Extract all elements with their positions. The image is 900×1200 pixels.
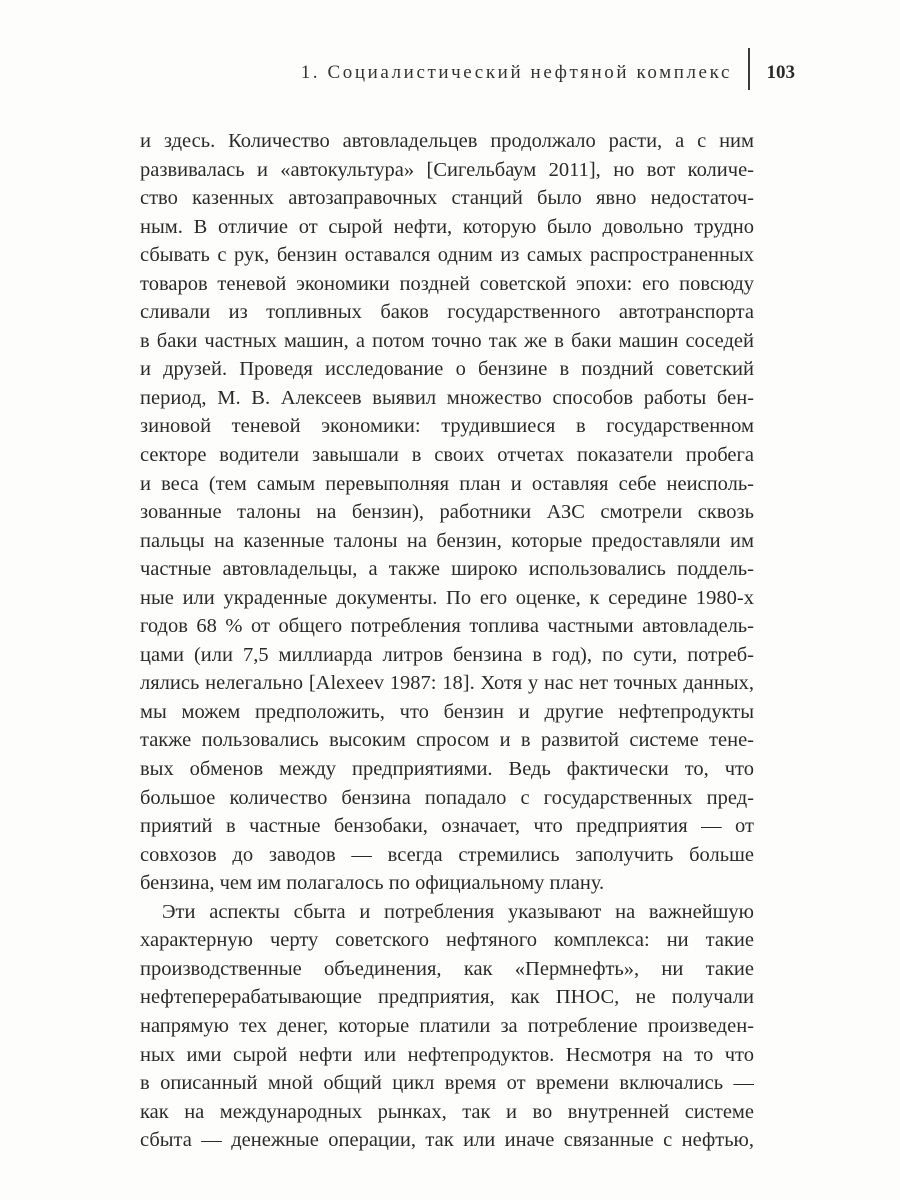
body-text [140, 127, 754, 1155]
text-line: совхозов до заводов — всегда стремились заполучить больше [140, 843, 754, 866]
text-line: в описанный мной общий цикл время от времени включались — [140, 1072, 754, 1095]
text-line: секторе водители завышали в своих отчетах показатели пробега [140, 444, 754, 467]
paragraph-2 [140, 898, 754, 1155]
text-line: ных ими сырой нефти или нефтепродуктов. Несмотря на то что [140, 1043, 754, 1066]
text-line: Эти аспекты сбыта и потребления указывают на важнейшую [162, 900, 754, 923]
text-line: ство казенных автозаправочных станций было явно недостаточ- [140, 187, 754, 210]
text-line: нефтеперерабатывающие предприятия, как ПНОС, не получали [140, 986, 754, 1009]
text-line: развивалась и «автокультура» [Сигельбаум 2011], но вот количе- [140, 158, 754, 181]
text-line: зиновой теневой экономики: трудившиеся в государственном [140, 415, 754, 438]
text-line: и друзей. Проведя исследование о бензине в поздний советский [140, 358, 754, 381]
running-head-title: 1. Социалистический нефтяной комплекс [300, 62, 732, 83]
text-line: характерную черту советского нефтяного комплекса: ни такие [140, 929, 754, 952]
text-line: в баки частных машин, а потом точно так же в баки машин соседей [140, 329, 754, 352]
text-line: также пользовались высоким спросом и в развитой системе тене- [140, 729, 754, 752]
text-line: приятий в частные бензобаки, означает, что предприятия — от [140, 815, 754, 838]
text-line: ным. В отличие от сырой нефти, которую было довольно трудно [140, 215, 754, 238]
text-line: большое количество бензина попадало с государственных пред- [140, 786, 754, 809]
paragraph-1 [140, 127, 754, 898]
text-line: и веса (тем самым перевыполняя план и оставляя себе неисполь- [140, 472, 754, 495]
text-line: вых обменов между предприятиями. Ведь фактически то, что [140, 758, 754, 781]
text-line: как на международных рынках, так и во внутренней системе [140, 1100, 754, 1123]
text-line: годов 68 % от общего потребления топлива частными автовладель- [140, 615, 754, 638]
text-line: лялись нелегально [Alexeev 1987: 18]. Хотя у нас нет точных данных, [140, 672, 754, 695]
text-line: мы можем предположить, что бензин и другие нефтепродукты [140, 700, 754, 723]
running-head-divider [748, 48, 750, 90]
text-line: зованные талоны на бензин), работники АЗС смотрели сквозь [140, 501, 754, 524]
text-line: сливали из топливных баков государственного автотранспорта [140, 301, 754, 324]
text-line: частные автовладельцы, а также широко использовались поддель- [140, 558, 754, 581]
running-head [140, 58, 800, 94]
text-line: бензина, чем им полагалось по официальному плану. [140, 872, 605, 895]
text-line: сбыта — денежные операции, так или иначе связанные с нефтью, [140, 1129, 754, 1152]
text-line: производственные объединения, как «Пермнефть», ни такие [140, 957, 754, 980]
text-line: сбывать с рук, бензин оставался одним из самых распространенных [140, 244, 754, 267]
text-line: ные или украденные документы. По его оценке, к середине 1980-х [140, 586, 754, 609]
text-line: пальцы на казенные талоны на бензин, которые предоставляли им [140, 529, 754, 552]
text-line: и здесь. Количество автовладельцев продолжало расти, а с ним [140, 130, 754, 152]
text-line: напрямую тех денег, которые платили за потребление произведен- [140, 1014, 754, 1037]
page-number: 103 [766, 62, 795, 83]
text-line: цами (или 7,5 миллиарда литров бензина в год), по сути, потреб- [140, 643, 754, 666]
text-line: товаров теневой экономики поздней советской эпохи: его повсюду [140, 272, 754, 295]
text-line: период, М. В. Алексеев выявил множество способов работы бен- [140, 386, 754, 409]
